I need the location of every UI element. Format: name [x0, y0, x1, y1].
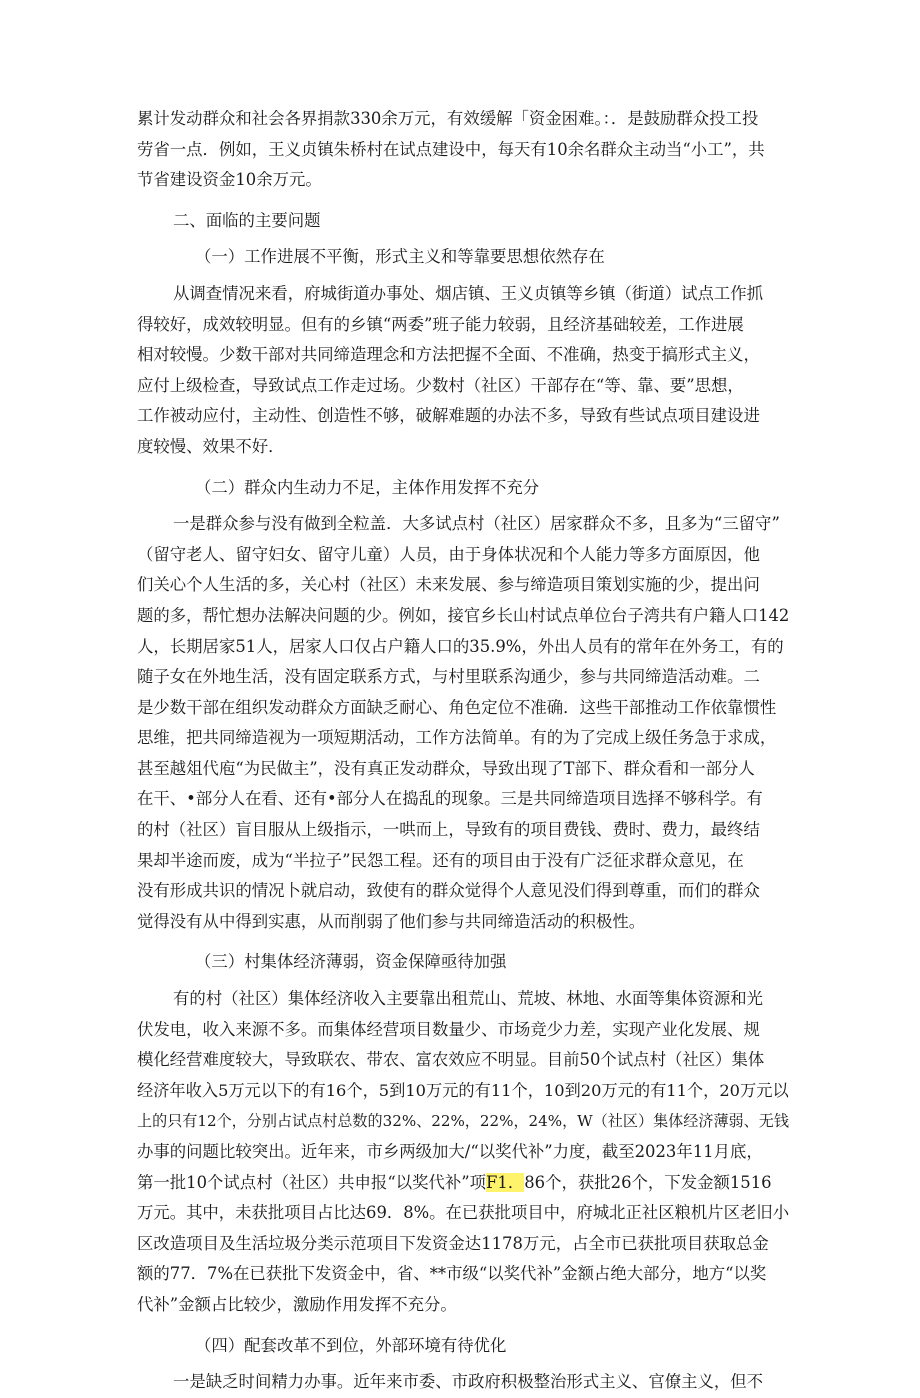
line-text: 应付上级检查，导致试点工作走过场。少数村（社区）干部存在“等、靠、要”思想，	[137, 375, 744, 395]
text-line	[137, 1106, 789, 1137]
text-line	[137, 815, 789, 846]
line-text: 人，长期居家51人，居家人口仅占户籍人口的35.9%，外出人员有的常年在外务工，有的	[137, 636, 784, 656]
line-text: 得较好，成效较明显。但有的乡镇“两委”班子能力较弱，且经济基础较差，工作进展	[137, 314, 744, 334]
line-text: 工作被动应付，主动性、创造性不够，破解难题的办法不多，导致有些试点项目建设进	[137, 406, 760, 426]
line-text: 度较慢、效果不好．	[137, 436, 285, 456]
line-text: （三）村集体经济薄弱，资金保障亟待加强	[195, 952, 507, 972]
text-line	[137, 1259, 789, 1290]
line-text: 果却半途而废，成为“半拉子”民怨工程。还有的项目由于没有广泛征求群众意见，在	[137, 850, 744, 870]
text-line	[137, 1015, 789, 1046]
text-line	[137, 570, 789, 601]
line-text: 代补”金额占比较少，激励作用发挥不充分。	[137, 1294, 457, 1314]
text-line	[137, 242, 789, 273]
line-text: 甚至越俎代庖“为民做主”，没有真正发动群众，导致出现了T部下、群众看和一部分人	[137, 758, 755, 778]
line-text: 办事的问题比较突出。近年来，市乡两级加大/“以奖代补”力度，截至2023年11月底，	[137, 1142, 763, 1161]
line-text: 第一批10个试点村（社区）共申报“以奖代补”项	[137, 1172, 487, 1192]
text-line	[137, 662, 789, 693]
line-text: 觉得没有从中得到实惠，从而削弱了他们参与共同缔造活动的积极性。	[137, 911, 646, 931]
line-text: 在干、•部分人在看、还有•部分人在捣乱的现象。三是共同缔造项目选择不够科学。有	[137, 789, 763, 809]
line-text: 伏发电，收入来源不多。而集体经营项目数量少、市场竞少力差，实现产业化发展、规	[137, 1019, 760, 1039]
line-text: （留守老人、留守妇女、留守儿童）人员，由于身体状况和个人能力等多方面原因，他	[137, 544, 760, 564]
line-text: 一是群众参与没有做到全粒盖．大多试点村（社区）居家群众不多，且多为“三留守”	[173, 514, 780, 534]
text-line	[137, 340, 789, 371]
text-line	[137, 509, 789, 540]
text-line	[137, 473, 789, 504]
text-line	[137, 1229, 789, 1260]
text-line	[137, 784, 789, 815]
line-text: 额的77．7%在已获批下发资金中，省、**市级“以奖代补”金额占绝大部分，地方“以奖	[137, 1264, 767, 1284]
line-text: 相对较慢。少数干部对共同缔造理念和方法把握不全面、不准确，热变于搞形式主义，	[137, 345, 760, 365]
line-text: 题的多，帮忙想办法解决问题的少。例如，接官乡长山村试点单位台子湾共有户籍人口142	[137, 605, 790, 625]
line-text: 没有形成共识的情况卜就启动，致使有的群众觉得个人意见没们得到尊重，而们的群众	[137, 881, 760, 901]
line-text: （二）群众内生动力不足，主体作用发挥不充分	[195, 477, 540, 497]
text-line	[137, 432, 789, 463]
text-line	[137, 754, 789, 785]
line-text: 思维，把共同缔造视为一项短期活动，工作方法简单。有的为了完成上级任务急于求成，	[137, 728, 777, 748]
line-text-continued: 86个，获批26个，下发金额1516	[524, 1172, 772, 1192]
text-line	[137, 104, 789, 135]
line-text: 劳省一点．例如，王义贞镇朱桥村在试点建设中，每天有10余名群众主动当“小工”，共	[137, 139, 765, 159]
text-line	[137, 876, 789, 907]
text-line	[137, 693, 789, 724]
highlighted-text: F1．	[486, 1172, 525, 1192]
text-line	[137, 632, 789, 663]
text-line	[137, 1045, 789, 1076]
line-text: 区改造项目及生活垃圾分类示范项目下发资金达1178万元，占全市已获批项目获取总金	[137, 1233, 769, 1253]
line-text: 一是缺乏时间精力办事。近年来市委、市政府积极整治形式主义、官僚主义，但不	[173, 1372, 764, 1392]
text-line	[137, 947, 789, 978]
text-line	[137, 1367, 789, 1398]
line-text: 经济年收入5万元以下的有16个，5到10万元的有11个，10到20万元的有11个，20万元以	[137, 1080, 789, 1100]
line-text: 们关心个人生活的多，关心村（社区）未来发展、参与缔造项目策划实施的少，提出问	[137, 575, 760, 595]
text-line	[137, 723, 789, 754]
line-text: 模化经营难度较大，导致联农、带农、富农效应不明显。目前50个试点村（社区）集体	[137, 1050, 765, 1070]
line-text: 万元。其中，未获批项目占比达69．8%。在已获批项目中，府城北正社区粮机片区老旧小	[137, 1203, 790, 1223]
text-line	[137, 1076, 789, 1107]
text-line	[137, 1137, 789, 1168]
line-text: 有的村（社区）集体经济收入主要靠出租荒山、荒坡、林地、水面等集体资源和光	[173, 989, 764, 1009]
text-line	[137, 206, 789, 237]
text-line	[137, 984, 789, 1015]
text-line	[137, 1168, 789, 1199]
line-text: 从调查情况来看，府城街道办事处、烟店镇、王义贞镇等乡镇（街道）试点工作抓	[173, 283, 764, 303]
text-line	[137, 540, 789, 571]
text-line	[137, 310, 789, 341]
text-line	[137, 907, 789, 938]
text-line	[137, 279, 789, 310]
line-text: 二、面临的主要问题	[173, 210, 321, 230]
line-text: 节省建设资金10余万元。	[137, 170, 322, 190]
text-line	[137, 165, 789, 196]
line-text: （四）配套改革不到位，外部环境有待优化	[195, 1335, 507, 1355]
text-line	[137, 135, 789, 166]
line-text: 是少数干部在组织发动群众方面缺乏耐心、角色定位不准确．这些干部推动工作依靠惯性	[137, 697, 777, 717]
line-text: 累计发动群众和社会各界捐款330余万元，有效缓解「资金困难。：．是鼓励群众投工投	[137, 109, 759, 128]
text-line	[137, 1331, 789, 1362]
line-text: （一）工作进展不平衡，形式主义和等靠要思想依然存在	[195, 247, 605, 267]
text-line	[137, 401, 789, 432]
line-text: 上的只有12个，分别占试点村总数的32%、22%，22%，24%，W（社区）集体经济薄弱、无钱	[137, 1112, 789, 1131]
text-line	[137, 1290, 789, 1321]
line-text: 随子女在外地生活，没有固定联系方式，与村里联系沟通少，参与共同缔造活动难。二	[137, 667, 760, 687]
text-line	[137, 371, 789, 402]
text-line	[137, 846, 789, 877]
line-text: 的村（社区）盲目服从上级指示，一哄而上，导致有的项目费钱、费时、费力，最终结	[137, 820, 760, 840]
text-line	[137, 601, 789, 632]
text-line	[137, 1198, 789, 1229]
document-page	[137, 104, 789, 1398]
